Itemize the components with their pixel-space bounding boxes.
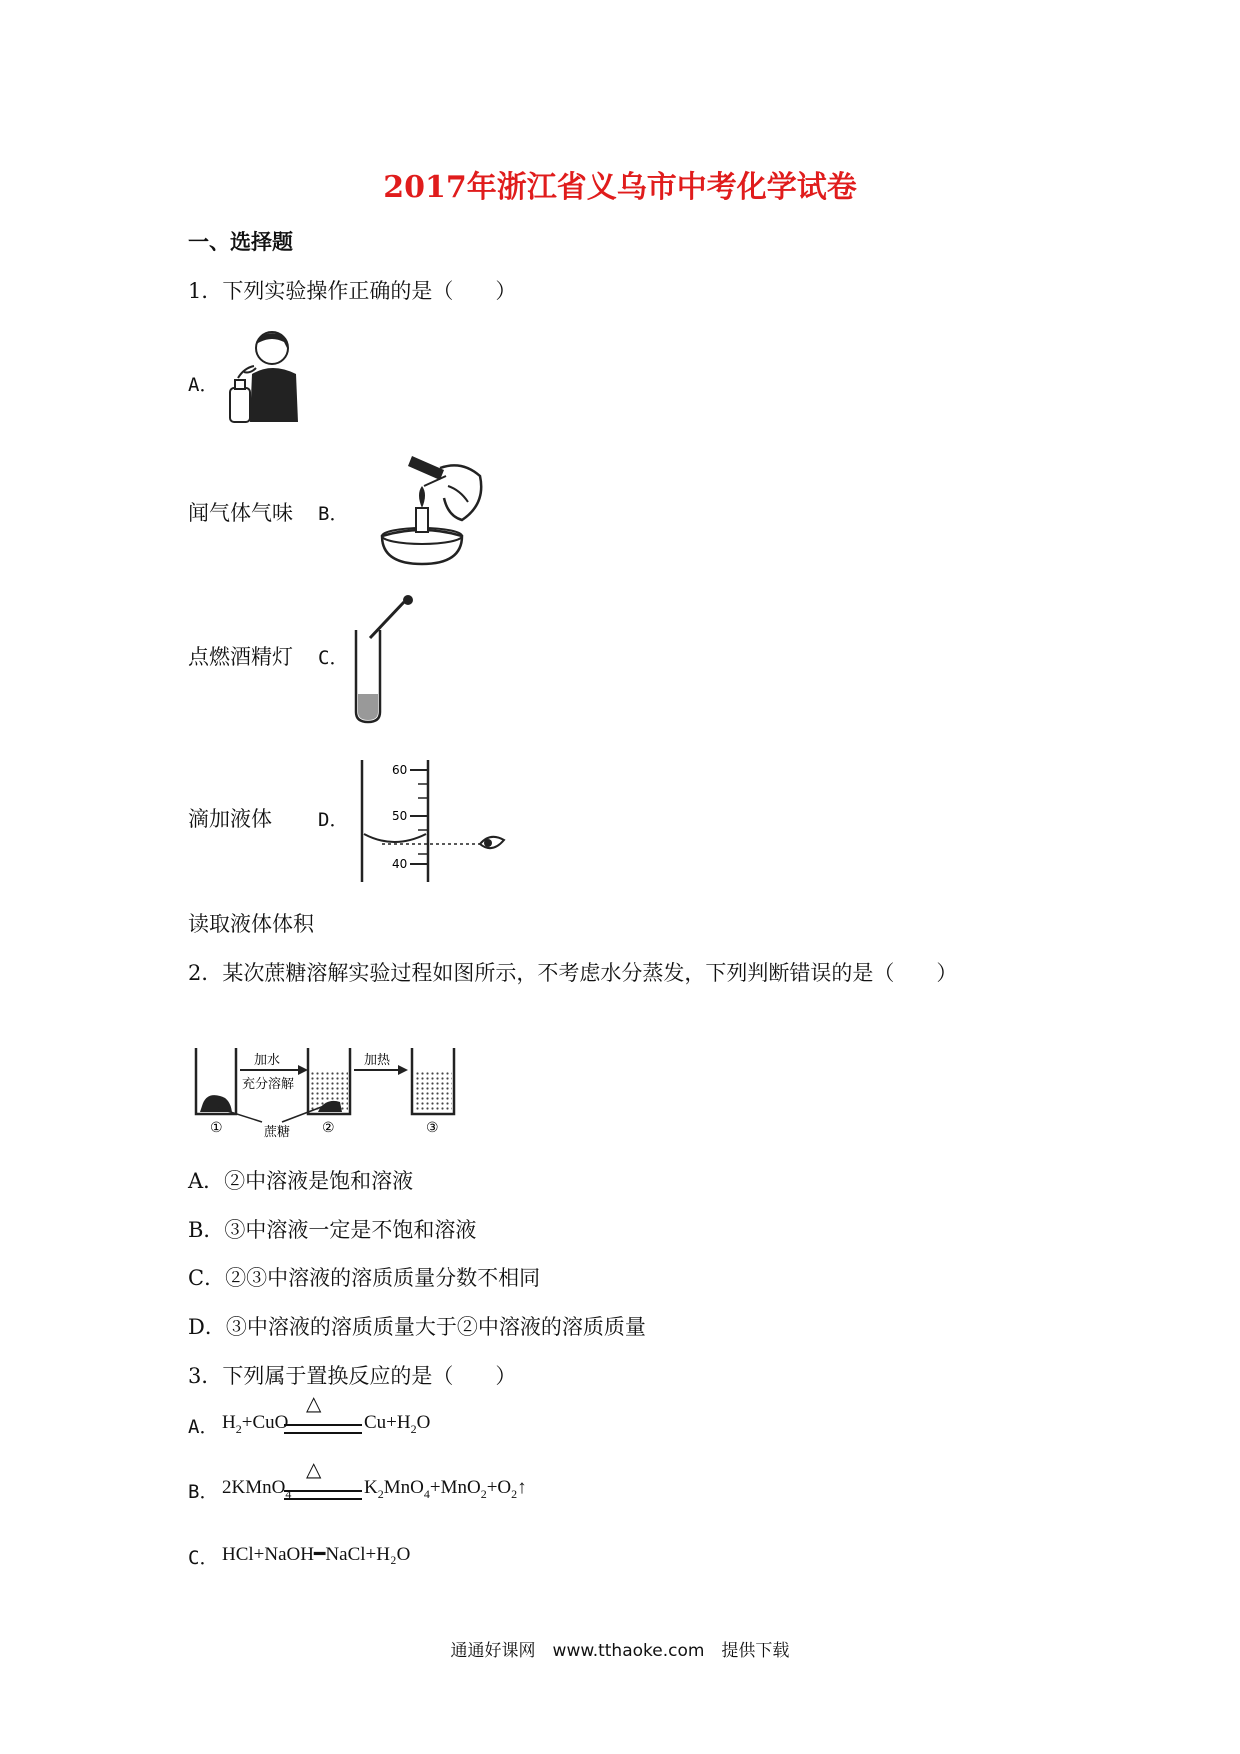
q1-option-d-label: D． [318, 809, 349, 831]
q3-option-a-reactants: $H_2+CuO$ [222, 1412, 289, 1436]
dropping-liquid-figure [352, 594, 422, 724]
q2-option-d: D．③中溶液的溶质质量大于②中溶液的溶质质量 [188, 1315, 646, 1339]
q3-option-b-reactants: 2KMnO$_4$ [222, 1477, 292, 1501]
q3-option-b-products: $K_2MnO_4+MnO_2+O_2↑$ [364, 1477, 527, 1501]
dissolve-label: 充分溶解 [242, 1077, 295, 1092]
q1-option-a-label: A． [188, 374, 219, 396]
q3-a-equals-sign [284, 1424, 362, 1434]
section-heading: 一、选择题 [188, 229, 293, 254]
reading-cylinder-figure [352, 754, 512, 884]
question-2-stem: 2．某次蔗糖溶解实验过程如图所示，不考虑水分蒸发，下列判断错误的是（ ） [188, 961, 958, 985]
question-3-stem: 3．下列属于置换反应的是（ ） [188, 1364, 517, 1388]
q1-option-b-caption: 点燃酒精灯 [188, 645, 293, 669]
q2-option-c: C．②③中溶液的溶质质量分数不相同 [188, 1266, 541, 1290]
smelling-gas-figure [222, 326, 302, 426]
q1-option-a-caption: 闻气体气味 [188, 501, 293, 525]
cylinder-tick-40: 40 [392, 857, 408, 871]
q3-option-a-products: $Cu+H_2O$ [364, 1412, 431, 1436]
q2-option-b: B．③中溶液一定是不饱和溶液 [188, 1218, 477, 1242]
cylinder-tick-50: 50 [392, 809, 408, 823]
heat-label: 加热 [364, 1053, 391, 1068]
q3-option-c-equation: HCl+NaOH━NaCl+H₂O [222, 1544, 411, 1565]
beaker-2-number: ② [322, 1120, 335, 1136]
q1-option-b-label: B． [318, 503, 349, 525]
q1-option-d-caption: 读取液体体积 [188, 912, 314, 936]
add-water-label: 加水 [254, 1053, 281, 1068]
q3-option-b-label: B． [188, 1481, 219, 1503]
question-1-stem: 1．下列实验操作正确的是（ ） [188, 279, 517, 303]
q3-a-delta-symbol: △ [306, 1391, 322, 1415]
q3-b-equals-sign [284, 1490, 362, 1500]
sugar-label: 蔗糖 [264, 1125, 291, 1140]
beaker-1-number: ① [210, 1120, 223, 1136]
q1-option-c-caption: 滴加液体 [188, 807, 272, 831]
sugar-dissolving-figure [190, 1036, 480, 1140]
lighting-alcohol-lamp-figure [352, 446, 492, 566]
page-footer: 通通好课网 www.tthaoke.com 提供下载 [450, 1641, 790, 1661]
cylinder-tick-60: 60 [392, 763, 408, 777]
q3-option-a-label: A． [188, 1416, 219, 1438]
page-title: 2017年浙江省义乌市中考化学试卷 [383, 170, 857, 205]
q3-b-delta-symbol: △ [306, 1457, 322, 1481]
beaker-3-number: ③ [426, 1120, 439, 1136]
q1-option-c-label: C． [318, 647, 349, 669]
q3-option-c-label: C． [188, 1547, 219, 1569]
q2-option-a: A．②中溶液是饱和溶液 [188, 1169, 414, 1193]
